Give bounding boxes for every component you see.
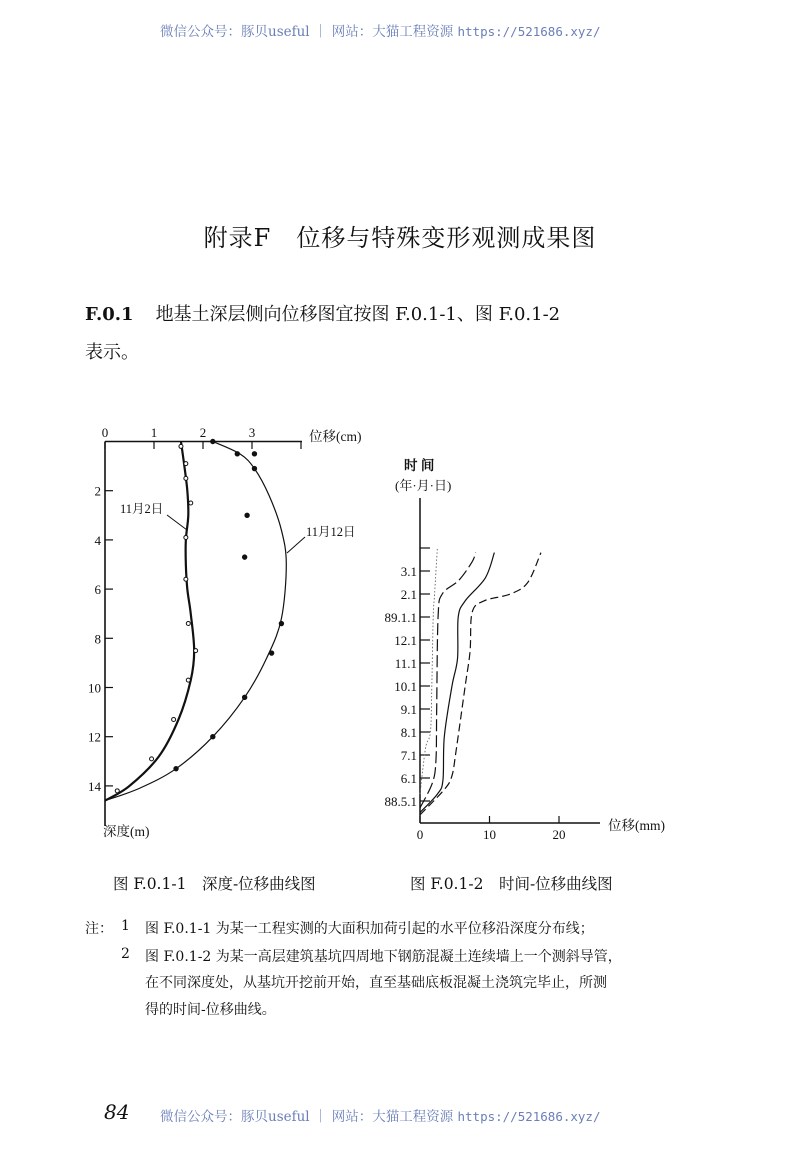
x-tick-label: 0 — [101, 425, 109, 440]
series-line-1 — [105, 442, 194, 801]
legend-label-nov12: 11月12日 — [306, 525, 356, 539]
time-displacement-chart — [385, 457, 666, 842]
note-2-line3: 得的时间-位移曲线。 — [145, 1002, 276, 1018]
series-line-2 — [105, 442, 286, 801]
y-tick-label: 11.1 — [394, 656, 417, 671]
x-tick-label: 1 — [150, 425, 158, 440]
appendix-title: 附录F 位移与特殊变形观测成果图 — [203, 224, 597, 252]
data-point — [211, 735, 215, 739]
data-point — [172, 717, 176, 721]
y-tick-label: 2 — [94, 483, 101, 499]
watermark-url[interactable]: https://521686.xyz/ — [457, 1109, 601, 1124]
section-text-line2: 表示。 — [85, 342, 139, 363]
y-axis-label: 深度(m) — [103, 824, 150, 839]
series-line-3 — [420, 553, 494, 813]
y-tick-label: 6.1 — [400, 771, 417, 786]
y-tick-label: 12.1 — [394, 633, 417, 648]
note-2-num: 2 — [121, 946, 130, 962]
leader-line — [167, 515, 187, 530]
data-point — [235, 452, 239, 456]
y-axis-sublabel: (年·月·日) — [395, 478, 452, 493]
data-point — [179, 444, 183, 448]
y-tick-label: 10 — [88, 680, 101, 696]
watermark-footer — [160, 1105, 601, 1125]
data-point — [269, 651, 273, 655]
y-tick-label: 6 — [94, 582, 101, 598]
data-point — [186, 622, 190, 626]
data-point — [194, 649, 198, 653]
figure-caption-2: 图 F.0.1-2 时间-位移曲线图 — [410, 875, 613, 893]
data-point — [211, 439, 215, 443]
note-1-num: 1 — [121, 918, 130, 934]
y-tick-label: 4 — [94, 532, 101, 548]
page-number: 84 — [104, 1100, 130, 1124]
y-axis-label: 时 间 — [404, 458, 435, 473]
data-point — [189, 501, 193, 505]
series-line-4 — [420, 553, 541, 815]
x-tick-label: 2 — [199, 425, 207, 440]
y-tick-label: 7.1 — [400, 748, 417, 763]
note-2-line2: 在不同深度处，从基坑开挖前开始，直至基础底板混凝土浇筑完毕止，所测 — [145, 975, 607, 991]
data-point — [184, 535, 188, 539]
series-line-1 — [420, 548, 437, 794]
data-point — [245, 513, 249, 517]
data-point — [115, 789, 119, 793]
data-point — [174, 766, 178, 770]
data-point — [184, 476, 188, 480]
series-line-2 — [420, 553, 476, 808]
data-point — [252, 452, 256, 456]
y-tick-label: 9.1 — [400, 702, 417, 717]
y-tick-label: 12 — [88, 729, 101, 745]
x-axis-label: 位移(cm) — [309, 429, 362, 444]
y-tick-label: 89.1.1 — [384, 610, 417, 625]
section-number: F.0.1 — [85, 304, 134, 325]
data-point — [242, 555, 246, 559]
data-point — [184, 577, 188, 581]
watermark-text: 微信公众号：豚贝useful ｜ 网站：大猫工程资源 — [160, 1109, 458, 1125]
y-tick-label: 8.1 — [400, 725, 417, 740]
y-tick-label: 88.5.1 — [384, 794, 417, 809]
watermark-text: 微信公众号：豚贝useful ｜ 网站：大猫工程资源 — [160, 24, 458, 40]
legend-label-nov2: 11月2日 — [120, 502, 164, 516]
y-tick-label: 8 — [94, 631, 101, 647]
x-tick-label: 20 — [552, 827, 566, 842]
note-2-line1: 图 F.0.1-2 为某一高层建筑基坑四周地下钢筋混凝土连续墙上一个测斜导管， — [145, 949, 622, 965]
data-point — [252, 466, 256, 470]
y-tick-label: 3.1 — [400, 564, 417, 579]
y-tick-label: 10.1 — [394, 679, 417, 694]
depth-displacement-chart — [88, 425, 361, 839]
data-point — [186, 678, 190, 682]
notes-prefix: 注： — [85, 921, 113, 937]
x-axis-label: 位移(mm) — [608, 818, 665, 833]
data-point — [242, 695, 246, 699]
x-tick-label: 3 — [248, 425, 256, 440]
leader-line — [287, 537, 305, 553]
y-tick-label: 2.1 — [400, 587, 417, 602]
x-tick-label: 10 — [483, 827, 496, 842]
figure-caption-1: 图 F.0.1-1 深度-位移曲线图 — [113, 875, 316, 893]
note-1-text: 图 F.0.1-1 为某一工程实测的大面积加荷引起的水平位移沿深度分布线； — [145, 921, 594, 937]
data-point — [150, 757, 154, 761]
watermark-url[interactable]: https://521686.xyz/ — [457, 24, 601, 39]
data-point — [279, 621, 283, 625]
x-tick-label: 0 — [416, 827, 424, 842]
y-tick-label: 14 — [88, 778, 101, 794]
section-text-line1: 地基土深层侧向位移图宜按图 F.0.1-1、图 F.0.1-2 — [155, 304, 561, 325]
data-point — [184, 462, 188, 466]
